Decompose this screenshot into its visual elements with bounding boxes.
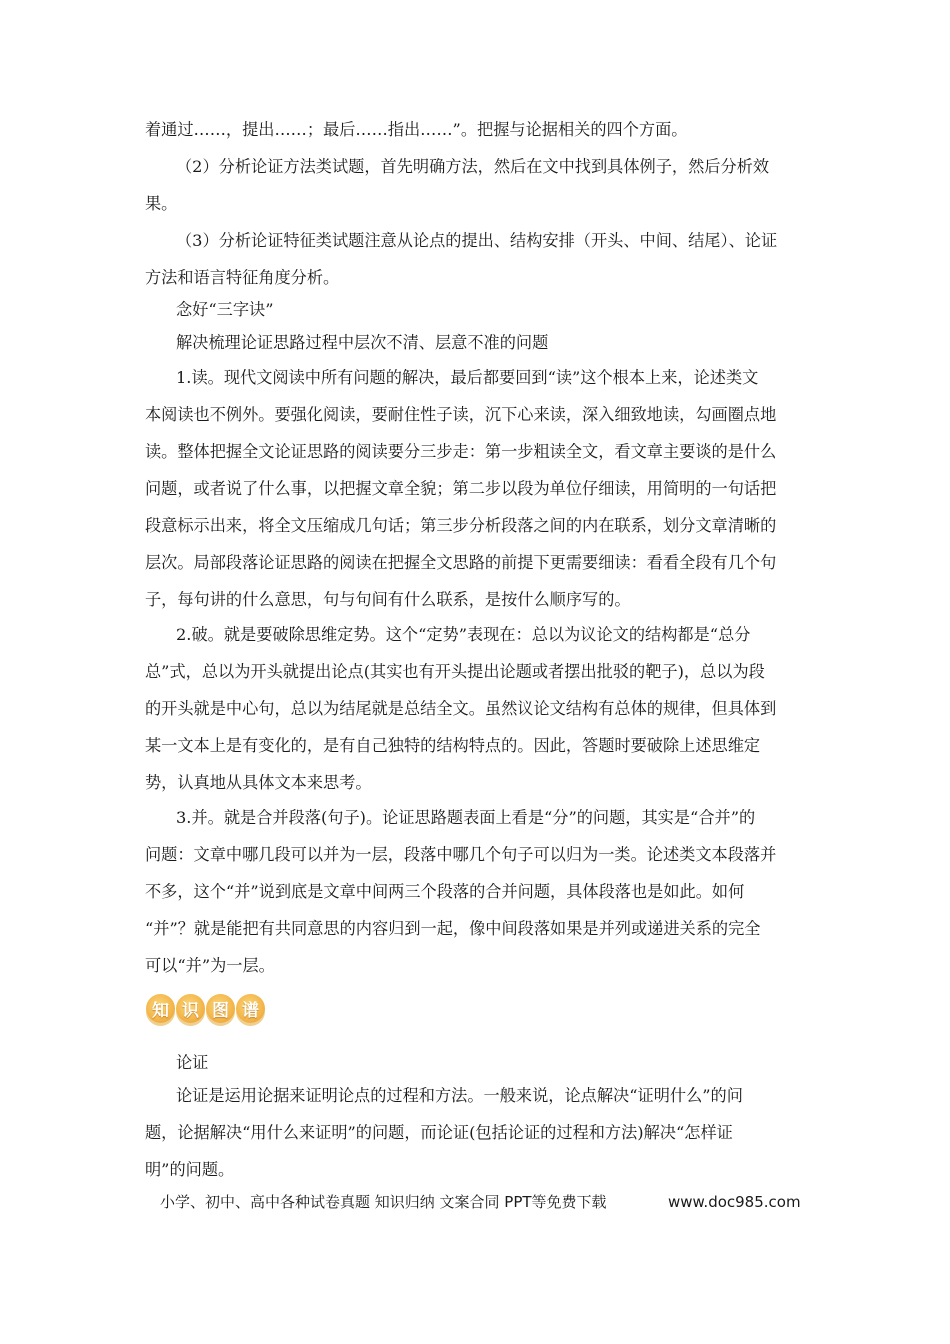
badge-char: 知 (146, 994, 175, 1023)
body-line: 总”式，总以为开头就提出论点(其实也有开头提出论题或者摆出批驳的靶子)，总以为段 (145, 662, 765, 681)
body-line: 层次。局部段落论证思路的阅读在把握全文思路的前提下更需要细读：看看全段有几个句 (145, 553, 777, 572)
body-line: 不多，这个“并”说到底是文章中间两三个段落的合并问题，具体段落也是如此。如何 (145, 882, 745, 901)
knowledge-map-badge (146, 990, 266, 1026)
body-line: 题，论据解决“用什么来证明”的问题，而论证(包括论证的过程和方法)解决“怎样证 (145, 1123, 733, 1142)
body-line: 2.破。就是要破除思维定势。这个“定势”表现在：总以为议论文的结构都是“总分 (176, 625, 751, 644)
body-line: 明”的问题。 (145, 1160, 235, 1179)
badge-char: 图 (206, 994, 235, 1023)
page-footer (160, 1190, 800, 1214)
body-line: 段意标示出来，将全文压缩成几句话；第三步分析段落之间的内在联系，划分文章清晰的 (145, 516, 777, 535)
body-line: 3.并。就是合并段落(句子)。论证思路题表面上看是“分”的问题，其实是“合并”的 (176, 808, 756, 827)
body-line: （3）分析论证特征类试题注意从论点的提出、结构安排（开头、中间、结尾）、论证 (176, 231, 778, 250)
body-line: 本阅读也不例外。要强化阅读，要耐住性子读，沉下心来读，深入细致地读，勾画圈点地 (145, 405, 777, 424)
body-line: 1.读。现代文阅读中所有问题的解决，最后都要回到“读”这个根本上来，论述类文 (176, 368, 759, 387)
body-line: 势，认真地从具体文本来思考。 (145, 773, 372, 792)
body-line: 问题，或者说了什么事，以把握文章全貌；第二步以段为单位仔细读，用简明的一句话把 (145, 479, 777, 498)
body-line: 着通过……，提出……；最后……指出……”。把握与论据相关的四个方面。 (145, 120, 688, 139)
body-line: 可以“并”为一层。 (145, 956, 275, 975)
badge-char: 谱 (236, 994, 265, 1023)
body-line: 论证是运用论据来证明论点的过程和方法。一般来说，论点解决“证明什么”的问 (176, 1086, 743, 1105)
footer-text: 小学、初中、高中各种试卷真题 知识归纳 文案合同 PPT等免费下载 (160, 1193, 607, 1211)
body-line: （2）分析论证方法类试题，首先明确方法，然后在文中找到具体例子，然后分析效 (176, 157, 770, 176)
section-subheading: 解决梳理论证思路过程中层次不清、层意不准的问题 (176, 333, 549, 352)
body-line: 的开头就是中心句，总以为结尾就是总结全文。虽然议论文结构有总体的规律，但具体到 (145, 699, 777, 718)
body-line: “并”？就是能把有共同意思的内容归到一起，像中间段落如果是并列或递进关系的完全 (145, 919, 761, 938)
section-heading: 念好“三字诀” (176, 300, 274, 319)
body-line: 方法和语言特征角度分析。 (145, 268, 340, 287)
body-line: 某一文本上是有变化的，是有自己独特的结构特点的。因此，答题时要破除上述思维定 (145, 736, 761, 755)
body-line: 果。 (145, 194, 178, 213)
footer-url-link[interactable]: www.doc985.com (668, 1193, 801, 1211)
body-line: 读。整体把握全文论证思路的阅读要分三步走：第一步粗读全文，看文章主要谈的是什么 (145, 442, 777, 461)
badge-char: 识 (176, 994, 205, 1023)
section-heading: 论证 (176, 1053, 209, 1072)
body-line: 问题：文章中哪几段可以并为一层，段落中哪几个句子可以归为一类。论述类文本段落并 (145, 845, 777, 864)
body-line: 子，每句讲的什么意思，句与句间有什么联系，是按什么顺序写的。 (145, 590, 631, 609)
